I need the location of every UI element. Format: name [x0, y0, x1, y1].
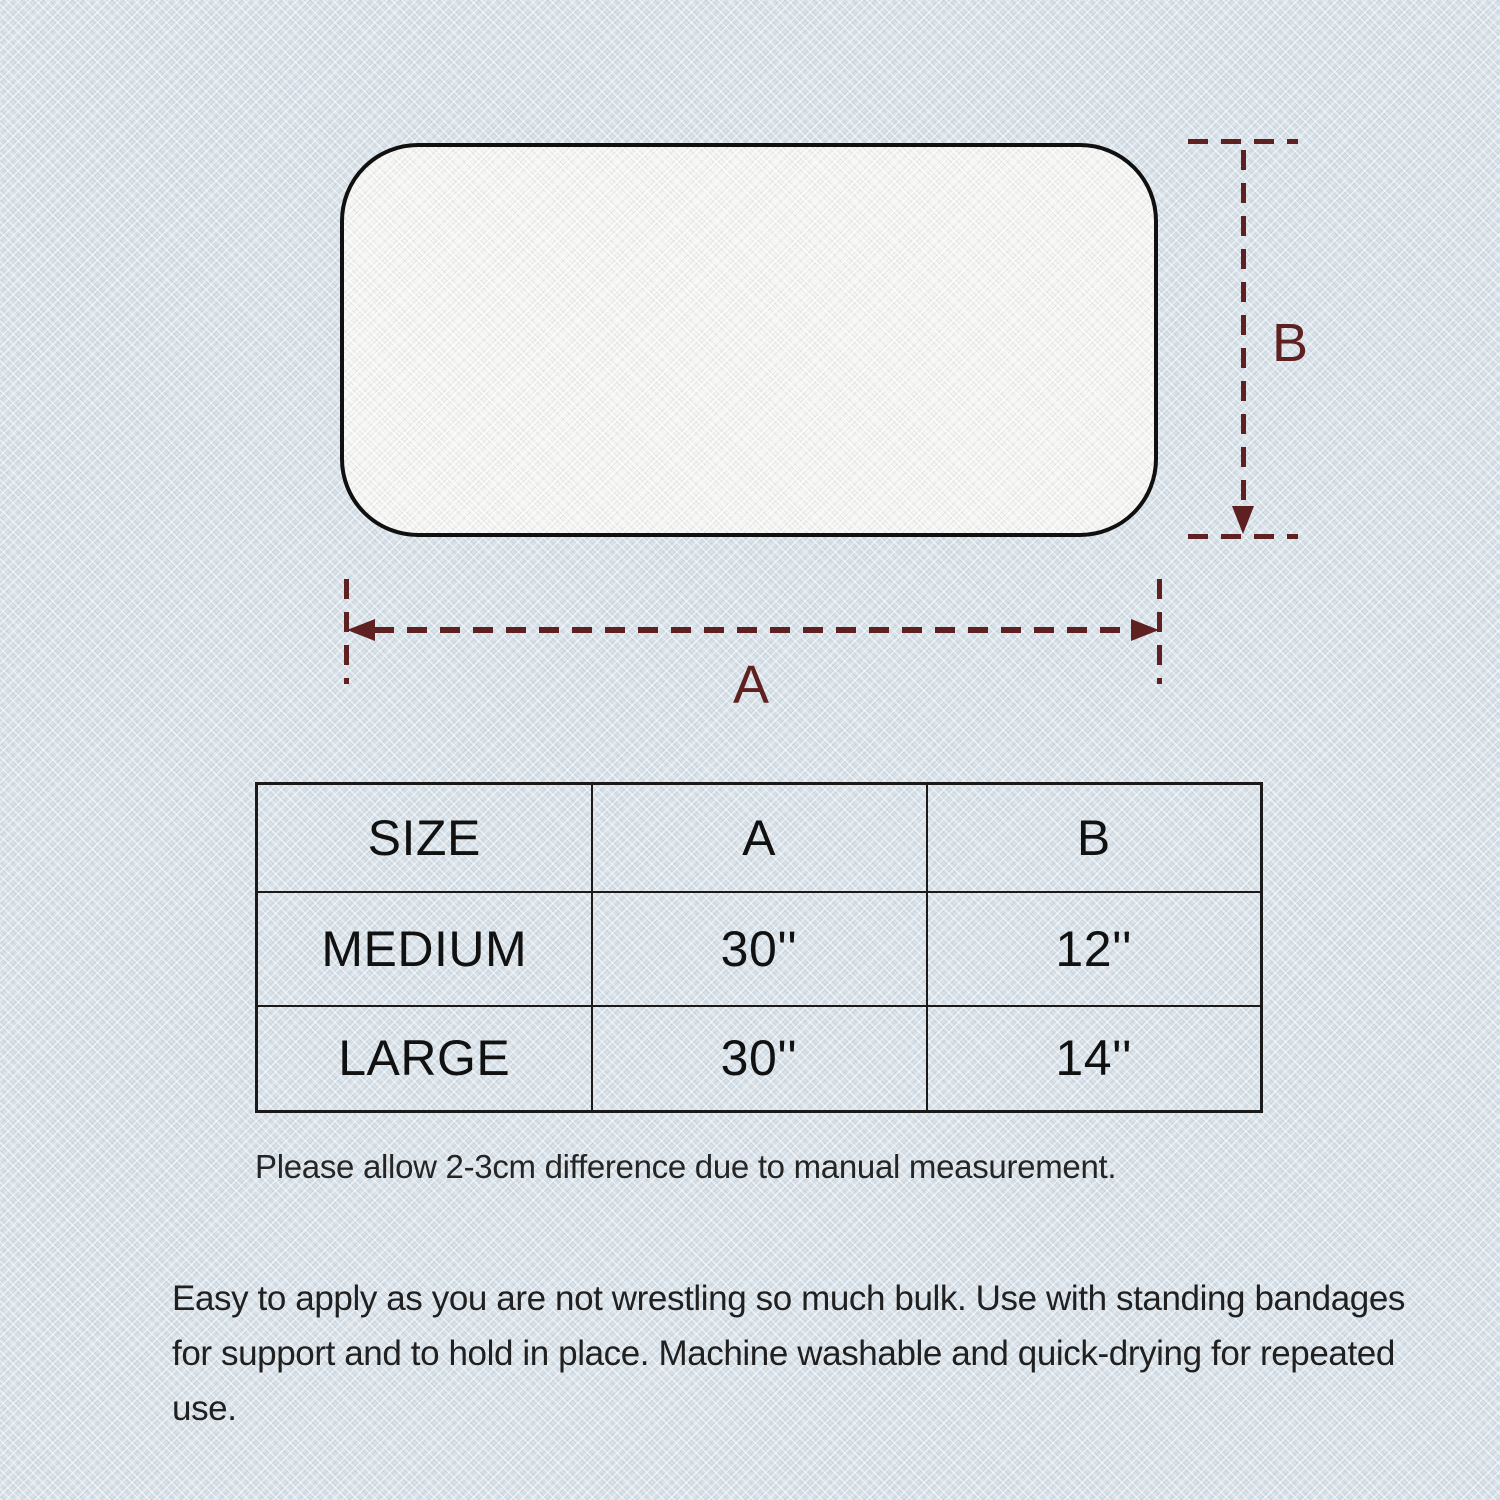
size-table-row-medium: [257, 892, 1262, 1006]
measurement-note: Please allow 2-3cm difference due to manual measurement.: [255, 1148, 1117, 1185]
size-cell-medium-a: 30'': [592, 892, 927, 1006]
dim-b-extent-bottom-line: [1188, 534, 1298, 539]
dim-b-dashed-line: [1241, 150, 1246, 508]
size-table-header-size: SIZE: [257, 784, 592, 892]
size-table-header-a: A: [592, 784, 927, 892]
dim-a-dashed-line: [374, 627, 1132, 633]
size-cell-medium: MEDIUM: [257, 892, 592, 1006]
product-description: Easy to apply as you are not wrestling so much bulk. Use with standing bandages for support and to hold in place. Machine washable and quick-drying for repeated use.: [172, 1279, 1405, 1428]
size-table-header-b: B: [927, 784, 1262, 892]
dim-b-label: B: [1272, 313, 1309, 373]
size-cell-large-a: 30'': [592, 1006, 927, 1112]
dim-a-arrowhead-left-icon: [347, 619, 375, 641]
dim-a-label: A: [733, 655, 770, 715]
product-outline-shape: [340, 143, 1158, 537]
dim-a-arrowhead-right-icon: [1131, 619, 1159, 641]
dim-b-arrowhead-down-icon: [1232, 506, 1254, 534]
size-table: [255, 782, 1263, 1113]
size-table-header-row: [257, 784, 1262, 892]
size-table-row-large: [257, 1006, 1262, 1112]
size-cell-medium-b: 12'': [927, 892, 1262, 1006]
size-cell-large: LARGE: [257, 1006, 592, 1112]
size-cell-large-b: 14'': [927, 1006, 1262, 1112]
dim-b-extent-top-line: [1188, 139, 1298, 144]
